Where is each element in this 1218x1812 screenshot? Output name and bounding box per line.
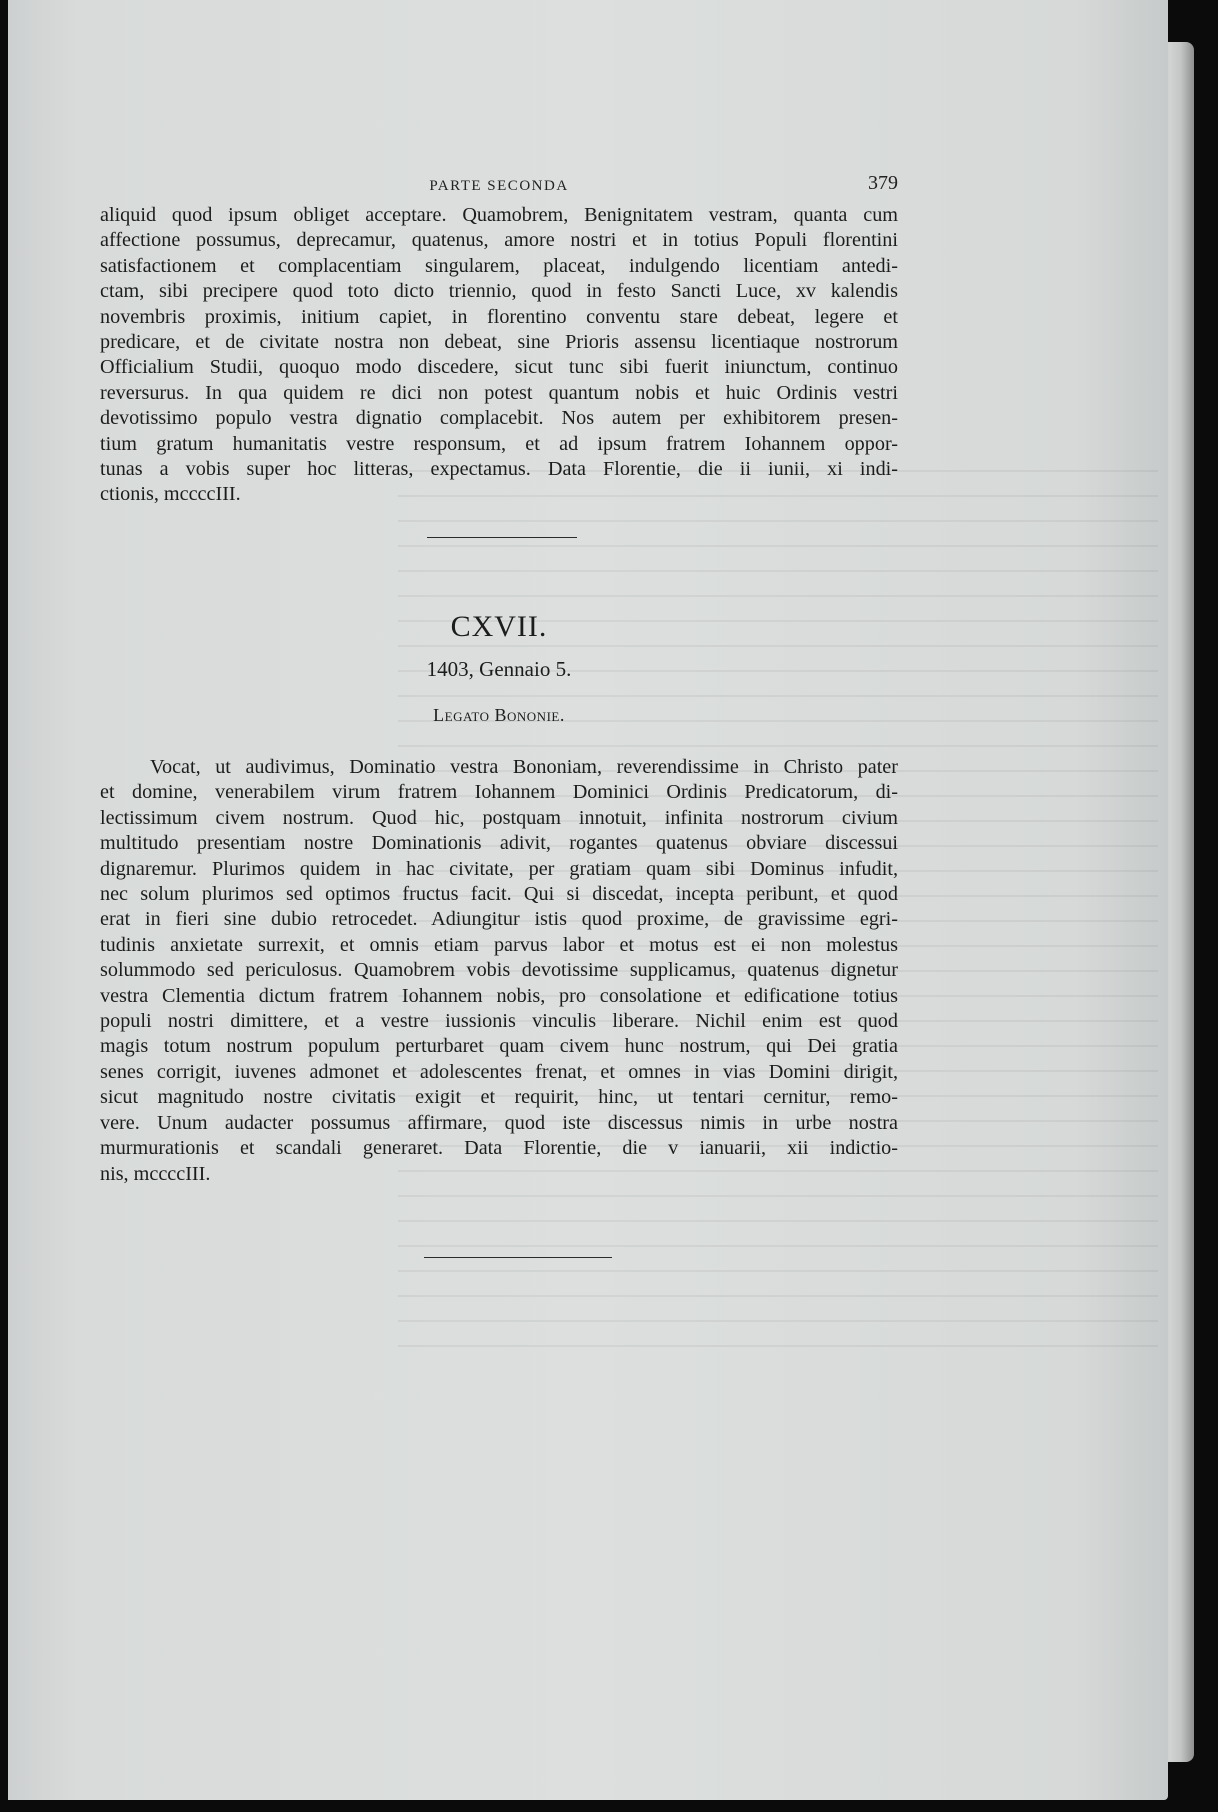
section-divider-rule bbox=[427, 537, 577, 538]
page-number: 379 bbox=[868, 172, 898, 194]
text-line: Officialium Studii, quoquo modo discedere, sicut tunc sibi fuerit iniunctum, continuo bbox=[100, 356, 898, 379]
text-line: erat in fieri sine dubio retrocedet. Adiungitur istis quod proxime, de gravissime egri- bbox=[100, 908, 898, 931]
text-line: vere. Unum audacter possumus affirmare, quod iste discessus nimis in urbe nostra bbox=[100, 1111, 898, 1134]
text-line: affectione possumus, deprecamur, quatenus, amore nostri et in totius Populi florentini bbox=[100, 229, 898, 252]
text-line: murmurationis et scandali generaret. Data Florentie, die v ianuarii, xii indictio- bbox=[100, 1137, 898, 1160]
text-line: solummodo sed periculosus. Quamobrem vobis devotissime supplicamus, quatenus dignetur bbox=[100, 959, 898, 982]
running-head bbox=[100, 172, 898, 202]
document-number: CXVII. bbox=[450, 610, 548, 643]
document-date: 1403, Gennaio 5. bbox=[426, 657, 572, 681]
text-line: tium gratum humanitatis vestre responsum, et ad ipsum fratrem Iohannem oppor- bbox=[100, 432, 898, 455]
text-line: lectissimum civem nostrum. Quod hic, postquam innotuit, infinita nostrorum civium bbox=[100, 806, 898, 829]
text-line: sicut magnitudo nostre civitatis exigit et requirit, hinc, ut tentari cernitur, remo- bbox=[100, 1086, 898, 1109]
text-line: novembris proximis, initium capiet, in florentino conventu stare debeat, legere et bbox=[100, 305, 898, 328]
text-line: ctam, sibi precipere quod toto dicto triennio, quod in festo Sancti Luce, xv kalendis bbox=[100, 280, 898, 303]
text-line: nec solum plurimos sed optimos fructus facit. Qui si discedat, incepta peribunt, et quod bbox=[100, 883, 898, 906]
text-line: reversurus. In qua quidem re dici non potest quantum nobis et huic Ordinis vestri bbox=[100, 381, 898, 404]
text-line: predicare, et de civitate nostra non debeat, sine Prioris assensu licentiaque nostrorum bbox=[100, 331, 898, 354]
text-line: devotissimo populo vestra dignatio complacebit. Nos autem per exhibitorem presen- bbox=[100, 407, 898, 430]
text-line: satisfactionem et complacentiam singularem, placeat, indulgendo licentiam antedi- bbox=[100, 254, 898, 277]
document-paragraph bbox=[100, 755, 898, 1187]
text-line: populi nostri dimittere, et a vestre iussionis vinculis liberare. Nichil enim est quod bbox=[100, 1010, 898, 1033]
end-rule bbox=[424, 1257, 612, 1258]
document-address: Legato Bononie. bbox=[433, 705, 565, 725]
text-line: multitudo presentiam nostre Dominationis adivit, rogantes quatenus obviare discessui bbox=[100, 832, 898, 855]
text-line: tudinis anxietate surrexit, et omnis etiam parvus labor et motus est ei non molestus bbox=[100, 933, 898, 956]
text-line: magis totum nostrum populum perturbaret quam civem hunc nostrum, qui Dei gratia bbox=[100, 1035, 898, 1058]
text-line: Vocat, ut audivimus, Dominatio vestra Bononiam, reverendissime in Christo pater bbox=[150, 756, 898, 778]
continuation-text bbox=[100, 203, 898, 508]
text-line: tunas a vobis super hoc litteras, expectamus. Data Florentie, die ii iunii, xi indi- bbox=[100, 458, 898, 481]
document-body bbox=[100, 755, 898, 1187]
text-line: aliquid quod ipsum obliget acceptare. Quamobrem, Benignitatem vestram, quanta cum bbox=[100, 204, 898, 226]
text-line: dignaremur. Plurimos quidem in hac civitate, per gratiam quam sibi Dominus infudit, bbox=[100, 857, 898, 880]
running-title: PARTE SECONDA bbox=[429, 178, 569, 194]
text-line: vestra Clementia dictum fratrem Iohannem nobis, pro consolatione et edificatione totius bbox=[100, 984, 898, 1007]
continuation-paragraph bbox=[100, 203, 898, 508]
text-line: nis, mccccIII. bbox=[100, 1162, 211, 1185]
text-line: et domine, venerabilem virum fratrem Iohannem Dominici Ordinis Predicatorum, di- bbox=[100, 781, 898, 804]
text-line: senes corrigit, iuvenes admonet et adolescentes frenat, et omnes in vias Domini dirigit, bbox=[100, 1060, 898, 1083]
text-line: ctionis, mccccIII. bbox=[100, 483, 241, 506]
